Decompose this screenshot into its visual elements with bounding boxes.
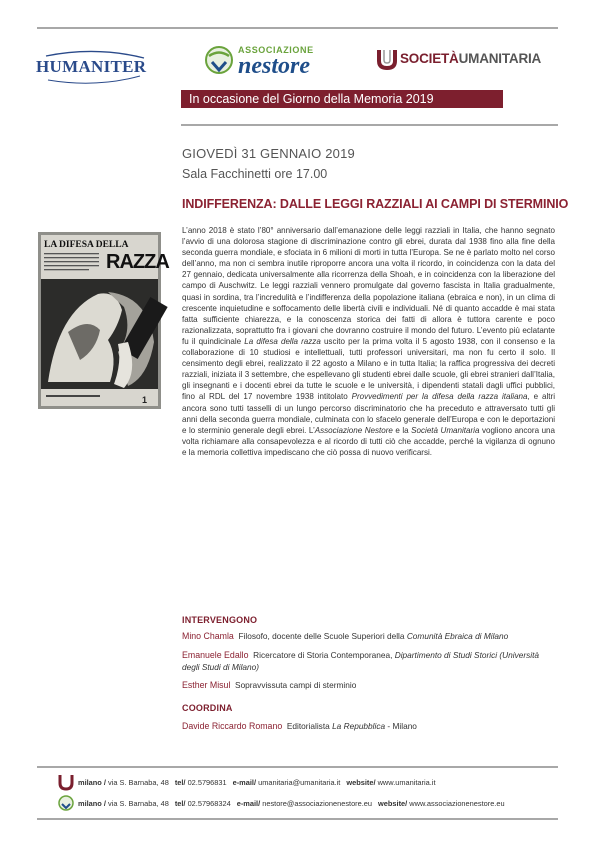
cover-masthead-b: RAZZA (106, 251, 169, 273)
speaker-name: Esther Misul (182, 680, 231, 690)
footer-umanitaria-contacts (58, 774, 436, 790)
speaker-item (182, 650, 557, 673)
description-part-4: e la (392, 425, 412, 435)
magazine-cover-image (38, 232, 169, 409)
moderator-role: Editorialista (286, 721, 333, 731)
footer-tel-label: tel/ (174, 777, 186, 787)
footer-website-label: website/ (378, 798, 408, 808)
footer-tel: 02.5796831 (187, 777, 227, 787)
societa-umanitaria-name: Società Umanitaria (411, 425, 480, 435)
footer-tel: 02.57968324 (187, 798, 231, 808)
description-part-3: , e altri ancora sono tutti tasselli di un lungo percorso discriminatorio che ha preceduto e attraversato tutti gli anni della seconda guerra mondiale, culminata con lo sfacelo generale dell’Europa e con le deportazioni e lo sterminio generale degli ebrei. L’ (182, 392, 555, 435)
speaker-name: Mino Chamla (182, 631, 234, 641)
nestore-globe-icon (58, 795, 74, 811)
decree-title: Provvedimenti per la difesa della razza italiana (351, 392, 528, 402)
speaker-name: Emanuele Edallo (182, 650, 249, 660)
speaker-org-detail: (Università degli Studi di Milano) (182, 650, 540, 672)
footer-nestore-contacts (58, 795, 505, 811)
footer-website-link[interactable]: www.associazionenestore.eu (409, 798, 505, 808)
humaniter-wordmark: HUMANITER (36, 57, 147, 76)
speaker-item (182, 631, 557, 643)
umanitaria-wordmark (400, 51, 541, 66)
magazine-title: La difesa della razza (244, 336, 321, 346)
umanitaria-u-icon (58, 774, 74, 790)
footer-city: milano / (78, 798, 106, 808)
speaker-role: Filosofo, docente delle Scuole Superiori della (238, 631, 407, 641)
speaker-org: Comunità Ebraica di Milano (406, 631, 509, 641)
umanitaria-u-icon (376, 48, 398, 70)
moderator-org: La Repubblica (332, 721, 386, 731)
umanitaria-word-societa: SOCIETÀ (400, 51, 459, 66)
bottom-rule (37, 818, 558, 820)
humaniter-logo (36, 50, 148, 84)
top-rule (37, 27, 558, 29)
header-rule (181, 124, 558, 126)
nestore-wordmark: nestore (238, 53, 310, 79)
description-part-2: uscito per la prima volta il 5 agosto 1938, con il consenso e la collaborazione di 10 studiosi e intellettuali, tutti professori universitari, ma non fu certo il solo. Il censimento degli ebrei, realizzato il 22 agosto a Milano e in tutta Italia; la raffica progressiva dei decreti razziali, iniziata il 3 settembre, che espellevano gli studenti ebrei dalle scuole, gli ebrei stranieri dall’Italia, gli insegnanti e i docenti ebrei da tutte le scuole e le università, i dipendenti statali dagli uffici pubblici, fino al RDL del 17 novembre 1938 intitolato (182, 336, 556, 402)
footer-address: via S. Barnaba, 48 (108, 798, 169, 808)
speaker-org: Dipartimento di Studi Storici (394, 650, 498, 660)
footer-email-label: e-mail/ (236, 798, 261, 808)
moderator-city: - Milano (385, 721, 417, 731)
event-place: Sala Facchinetti ore 17.00 (182, 167, 328, 181)
event-date: GIOVEDÌ 31 GENNAIO 2019 (182, 146, 355, 161)
speaker-role: Sopravvissuta campi di sterminio (235, 680, 357, 690)
moderator-item (182, 721, 557, 733)
event-title: INDIFFERENZA: DALLE LEGGI RAZZIALI AI CAMPI DI STERMINIO (182, 197, 569, 211)
nestore-wordmark-top: ASSOCIAZIONE (238, 45, 314, 55)
speakers-heading: INTERVENGONO (182, 615, 258, 625)
nestore-globe-icon (204, 45, 234, 75)
footer-email-link[interactable]: nestore@associazionenestore.eu (262, 798, 373, 808)
speaker-item (182, 680, 557, 692)
nestore-logo (204, 42, 324, 82)
event-description (182, 225, 555, 458)
cover-issue-number: 1 (142, 395, 148, 405)
associazione-nestore-name: Associazione Nestore (314, 425, 393, 435)
magazine-cover-illustration (38, 232, 169, 409)
description-part-1: L’anno 2018 è stato l’80° anniversario dall’emanazione delle leggi razziali in Italia, che hanno segnato l’avvio di una dolorosa stagione di discriminazione contro gli ebrei, durata dal 1938 fino alla fine della seconda guerra mondiale, e sfociata in 6 milioni di morti in tutta l’Europa. Se ne è parlato molto nel corso dell’anno, ma non ci sembra inutile riproporre ancora una volta il ricordo, in coincidenza con la data del 27 gennaio, dedicata universalmente alla ricorrenza della Shoah, e in coincidenza con la liberazione del campo di Auschwitz. Le leggi razziali vennero promulgate dal governo fascista in Italia gradualmente, quasi in sordina, tra l’incredulità e l’indifferenza della popolazione italiana (ebraica e non), in un clima di crescente inquietudine e soffocamento delle libertà civili e individuali. Né di quanto accadde è mai stata fatta sufficiente chiarezza, e la conoscenza storica dei fatti di allora è tuttora carente e poco razionalizzata, soprattutto fra i giovani che dovranno costruire il mondo del futuro. L’evento più eclatante fu il quindicinale (182, 226, 555, 346)
footer-rule (37, 766, 558, 768)
description-part-5: vogliono ancora una volta richiamare alla consapevolezza e al ricordo di tutti ciò che accadde, perché la vigilanza di ognuno e la memoria collettiva impediscano che ciò possa di nuovo verificarsi. (182, 425, 555, 457)
footer-website-link[interactable]: www.umanitaria.it (377, 777, 436, 787)
cover-masthead-a: LA DIFESA DELLA (44, 240, 129, 250)
umanitaria-word-umanitaria: UMANITARIA (458, 51, 542, 66)
memory-day-banner: In occasione del Giorno della Memoria 2019 (181, 90, 503, 108)
moderator-name: Davide Riccardo Romano (182, 721, 283, 731)
footer-email-label: e-mail/ (232, 777, 257, 787)
footer-email-link[interactable]: umanitaria@umanitaria.it (258, 777, 341, 787)
footer-tel-label: tel/ (174, 798, 186, 808)
speaker-role: Ricercatore di Storia Contemporanea, (253, 650, 395, 660)
footer-address: via S. Barnaba, 48 (108, 777, 169, 787)
moderator-heading: COORDINA (182, 703, 233, 713)
footer-city: milano / (78, 777, 106, 787)
umanitaria-logo (376, 48, 566, 72)
footer-website-label: website/ (346, 777, 376, 787)
